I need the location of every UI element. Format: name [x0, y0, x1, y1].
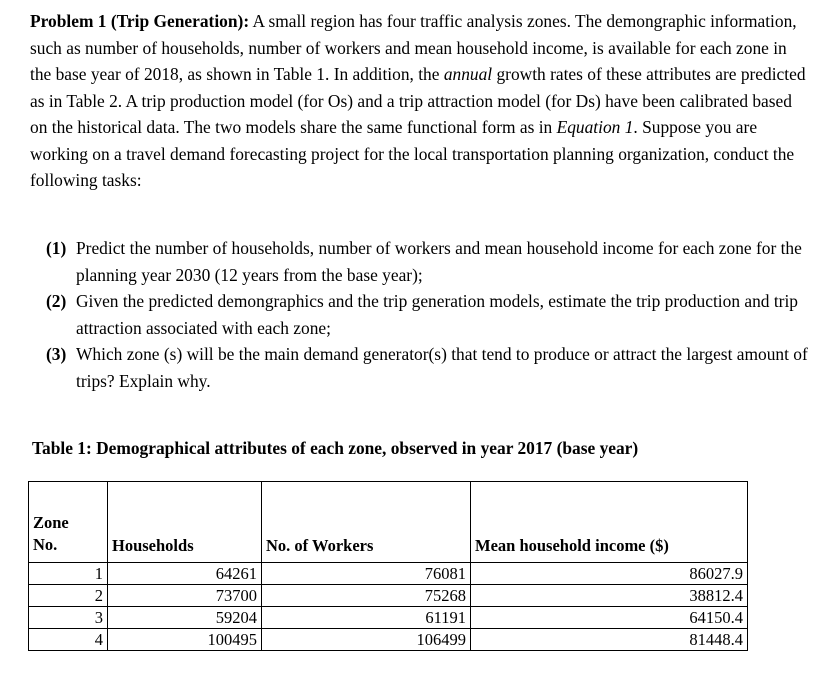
table-row [29, 563, 748, 585]
cell-workers: 75268 [262, 585, 471, 607]
cell-workers: 76081 [262, 563, 471, 585]
annual-word: annual [443, 64, 493, 84]
cell-households: 100495 [108, 629, 262, 651]
problem-text-2: growth rates of these attributes are predicted as in Table 2. A trip production model (for Os) and a trip attraction model (for Ds) have been calibrated based on the historical data. The two models share the same functional form as in [30, 64, 806, 137]
task-item [46, 288, 816, 341]
cell-income: 86027.9 [471, 563, 748, 585]
cell-income: 64150.4 [471, 607, 748, 629]
cell-workers: 106499 [262, 629, 471, 651]
table-header-row [29, 482, 748, 563]
header-households: Households [108, 482, 262, 563]
task-number: (3) [46, 344, 67, 364]
table-row [29, 585, 748, 607]
cell-income: 38812.4 [471, 585, 748, 607]
header-zone: Zone No. [29, 482, 108, 563]
task-number: (1) [46, 238, 67, 258]
equation-ref: Equation 1 [556, 117, 634, 137]
cell-households: 73700 [108, 585, 262, 607]
problem-title: Problem 1 (Trip Generation): [30, 11, 250, 31]
header-income: Mean household income ($) [471, 482, 748, 563]
table-row [29, 629, 748, 651]
task-text: Predict the number of households, number of workers and mean household income for each zone for the planning year 2030 (12 years from the base year); [76, 238, 802, 285]
task-item [46, 341, 816, 394]
problem-statement [30, 8, 810, 194]
task-number: (2) [46, 291, 67, 311]
cell-income: 81448.4 [471, 629, 748, 651]
cell-zone: 4 [29, 629, 108, 651]
header-workers: No. of Workers [262, 482, 471, 563]
cell-zone: 1 [29, 563, 108, 585]
task-list [46, 235, 816, 394]
table-caption: Table 1: Demographical attributes of each zone, observed in year 2017 (base year) [32, 438, 639, 458]
cell-households: 64261 [108, 563, 262, 585]
task-text: Given the predicted demongraphics and the trip generation models, estimate the trip production and trip attraction associated with each zone; [76, 291, 798, 338]
table-1 [28, 481, 748, 651]
task-item [46, 235, 816, 288]
cell-zone: 3 [29, 607, 108, 629]
table-row [29, 607, 748, 629]
task-text: Which zone (s) will be the main demand generator(s) that tend to produce or attract the largest amount of trips? Explain why. [76, 344, 808, 391]
cell-workers: 61191 [262, 607, 471, 629]
cell-households: 59204 [108, 607, 262, 629]
problem-text-3: . Suppose you are working on a travel demand forecasting project for the local transportation planning organization, conduct the following tasks: [30, 117, 795, 190]
cell-zone: 2 [29, 585, 108, 607]
problem-text-1: A small region has four traffic analysis zones. The demongraphic information, such as number of households, number of workers and mean household income, is available for each zone in the base year of 2018, as shown in Table 1. In addition, the [30, 11, 797, 84]
